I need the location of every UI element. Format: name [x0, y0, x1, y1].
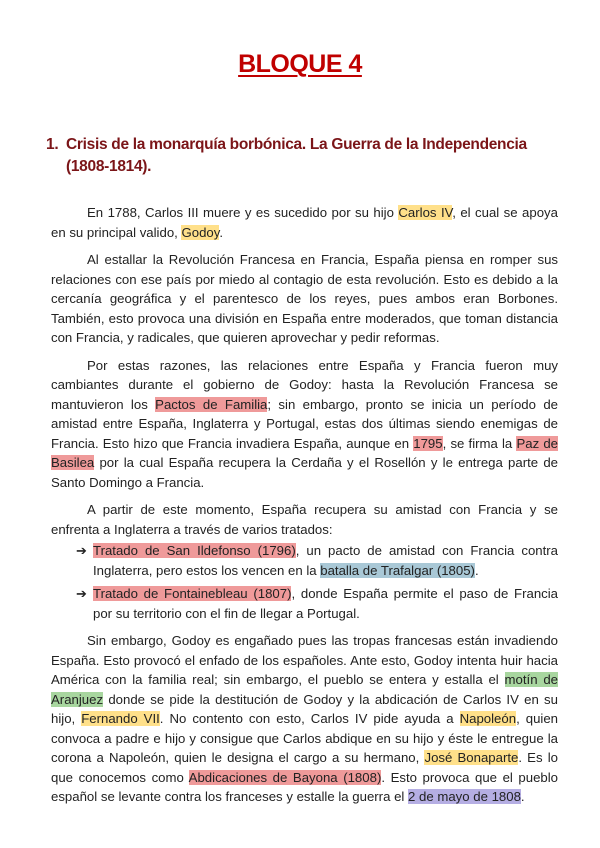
highlight-tratado-fontainebleau: Tratado de Fontainebleau (1807) — [93, 586, 292, 601]
highlight-pactos-de-familia: Pactos de Familia — [155, 396, 268, 412]
paragraph-2: Al estallar la Revolución Francesa en Francia, España piensa en romper sus relaciones con ese país por miedo al contagio de esta revolución. Esto es debido a la cercanía geográfica y el parentesco de los reyes, pues ambos eran Borbones. También, esto provoca una división en España entre moderados, que toman distancia con Francia, y radicales, que quieren aprovechar y pedir reformas. — [51, 252, 558, 345]
highlight-tratado-san-ildefonso: Tratado de San Ildefonso (1796) — [93, 543, 296, 558]
paragraph-1: En 1788, Carlos III muere y es sucedido por su hijo Carlos IV, el cual se apoya en su principal valido, Godoy. — [51, 205, 558, 240]
list-item: ➔ Tratado de San Ildefonso (1796), un pacto de amistad con Francia contra Inglaterra, pero estos los vencen en la batalla de Trafalgar (1805). — [76, 543, 558, 578]
highlight-jose-bonaparte: José Bonaparte — [424, 750, 519, 765]
section-heading — [46, 134, 556, 178]
highlight-1795: 1795 — [413, 435, 443, 451]
highlight-motin-aranjuez: motín de Aranjuez — [51, 672, 558, 707]
arrow-icon: ➔ — [76, 543, 87, 558]
document-body — [51, 203, 558, 815]
highlight-carlos-iv: Carlos IV — [398, 205, 453, 220]
highlight-batalla-trafalgar: batalla de Trafalgar (1805) — [320, 562, 475, 578]
block-title: BLOQUE 4 — [238, 50, 362, 78]
highlight-fernando-vii: Fernando VII — [81, 711, 160, 726]
paragraph-3: Por estas razones, las relaciones entre España y Francia fueron muy cambiantes durante el gobierno de Godoy: hasta la Revolución Francesa se mantuvieron los Pactos de Familia; sin embargo, pronto se inicia un período de amistad entre España, Inglaterra y Portugal, estas dos últimas siendo enemigas de Francia. Esto hizo que Francia invadiera España, aunque en 1795, se firma la Paz de Basilea por la cual España recupera la Cerdaña y el Rosellón y le entrega parte de Santo Domingo a Francia. — [51, 357, 558, 490]
highlight-abdicaciones-bayona: Abdicaciones de Bayona (1808) — [188, 769, 382, 785]
section-number: 1. — [46, 136, 59, 153]
highlight-napoleon: Napoleón — [459, 711, 517, 726]
paragraph-5: Sin embargo, Godoy es engañado pues las tropas francesas están invadiendo España. Esto provocó el enfado de los españoles. Ante esto, Godoy intenta huir hacia América con la familia real; sin embargo, el pueblo se entera y estalla el motín de Aranjuez donde se pide la destitución de Godoy y la abdicación de Carlos IV en su hijo, Fernando VII. No contento con esto, Carlos IV pide ayuda a Napoleón, quien convoca a padre e hijo y consigue que Carlos abdique en su hijo y éste le entregue la corona a Napoleón, quien le designa el cargo a su hermano, José Bonaparte. Es lo que conocemos como Abdicaciones de Bayona (1808). Esto provoca que el pueblo español se levante contra los franceses y estalle la guerra el 2 de mayo de 1808. — [51, 633, 559, 804]
treaty-list — [51, 541, 558, 623]
section-title: Crisis de la monarquía borbónica. La Guerra de la Independencia (1808-1814). — [66, 136, 527, 175]
list-item: ➔ Tratado de Fontainebleau (1807), donde España permite el paso de Francia por su territorio con el fin de llegar a Portugal. — [76, 586, 559, 621]
arrow-icon: ➔ — [76, 586, 87, 601]
highlight-paz-de-basilea: Paz de Basilea — [51, 435, 558, 470]
paragraph-4: A partir de este momento, España recupera su amistad con Francia y se enfrenta a Inglaterra a través de varios tratados: — [51, 502, 558, 537]
highlight-godoy: Godoy — [181, 224, 220, 240]
highlight-2-de-mayo: 2 de mayo de 1808 — [408, 789, 521, 804]
